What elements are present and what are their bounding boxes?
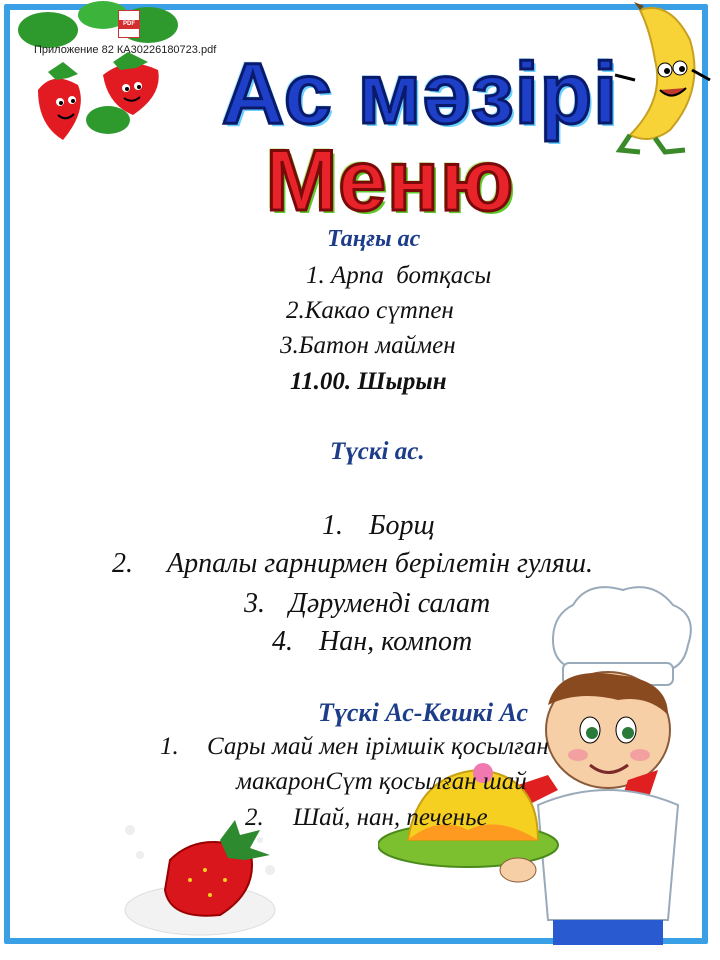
strawberry-milk-splash-illustration <box>110 810 290 950</box>
breakfast-item-3: 3.Батон маймен <box>280 332 456 359</box>
pdf-file-name[interactable]: Приложение 82 КА30226180723.pdf <box>34 44 217 56</box>
dinner-item-1-text-line2: макаронСүт қосылған шай <box>236 768 527 795</box>
lunch-item-2-num: 2. <box>112 548 133 579</box>
lunch-item-3-text: Дәруменді салат <box>289 588 491 619</box>
pdf-file-icon[interactable]: PDF <box>118 10 140 38</box>
lunch-item-2-text: Арпалы гарнирмен берілетін гуляш. <box>167 548 593 579</box>
breakfast-heading: Таңғы ас <box>327 226 421 252</box>
dinner-heading: Түскі Ас-Кешкі Ас <box>318 698 529 727</box>
breakfast-item-2: 2.Какао сүтпен <box>286 297 454 324</box>
snack-line: 11.00. Шырын <box>290 368 447 395</box>
title-kazakh: Ас мәзірі <box>221 46 619 142</box>
breakfast-item-1: 1. Арпа ботқасы <box>306 262 492 289</box>
lunch-item-3-num: 3. <box>244 588 265 619</box>
lunch-item-4-num: 4. <box>272 626 293 657</box>
dinner-item-1-num: 1. <box>160 733 179 760</box>
dinner-item-2-num: 2. <box>245 804 264 831</box>
dinner-item-2-text: Шай, нан, печенье <box>293 804 488 831</box>
lunch-item-4-text: Нан, компот <box>319 626 473 657</box>
lunch-item-1-num: 1. <box>322 510 343 541</box>
dinner-item-1-text: Сары май мен ірімшік қосылған <box>207 733 549 760</box>
title-russian: Меню <box>265 133 515 229</box>
lunch-item-1-text: Борщ <box>369 510 435 541</box>
lunch-heading: Түскі ас. <box>330 438 425 465</box>
